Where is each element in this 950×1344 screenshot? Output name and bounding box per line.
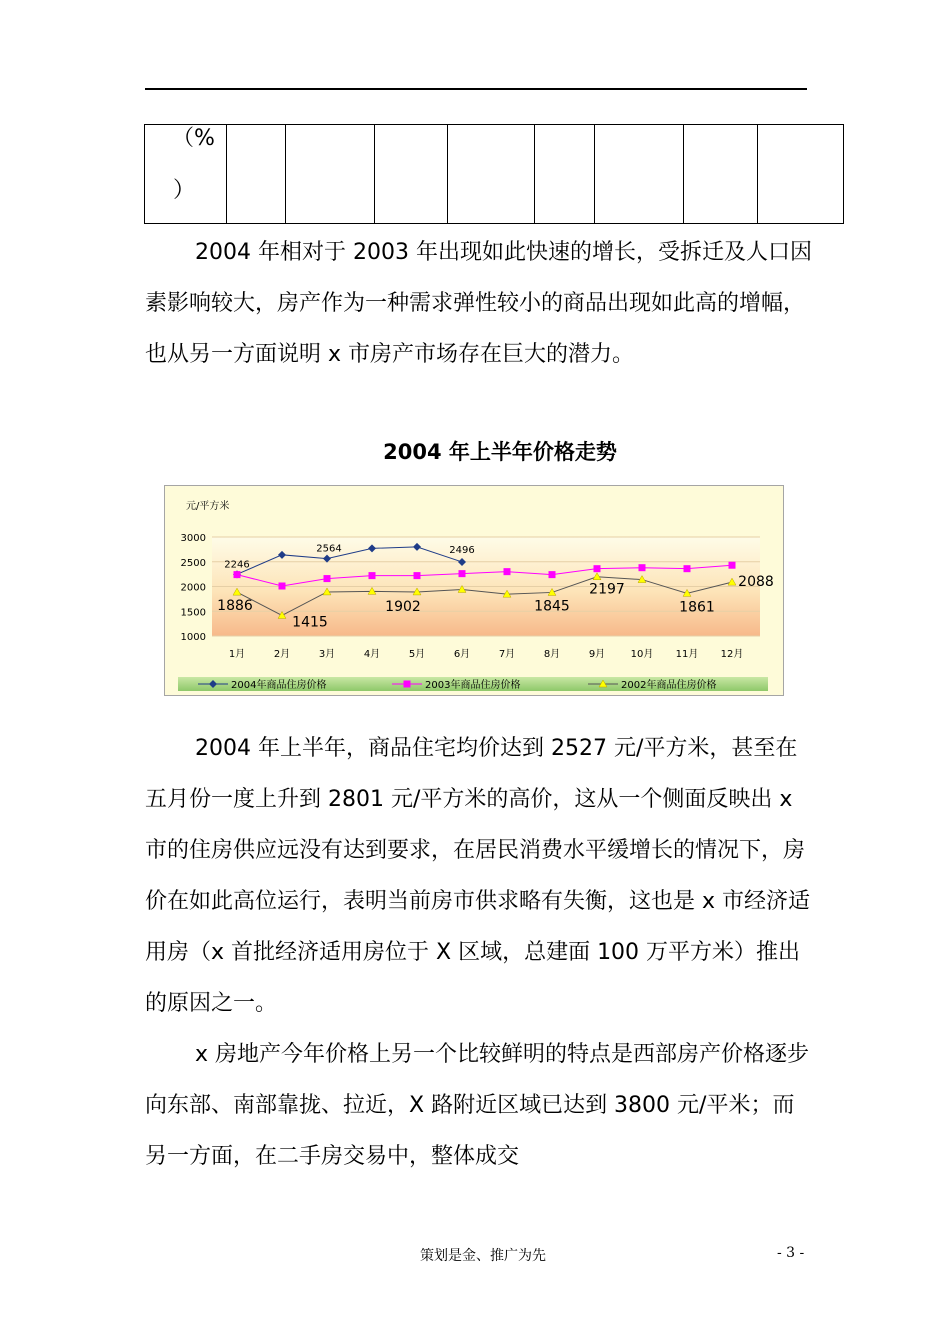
table-fragment bbox=[144, 124, 844, 224]
x-tick-label: 8月 bbox=[543, 649, 561, 660]
paragraph-growth: 2004 年相对于 2003 年出现如此快速的增长，受拆迁及人口因素影响较大，房产作为一种需求弹性较小的商品出现如此高的增幅，也从另一方面说明 x 市房产市场存在巨大的潜力。 bbox=[145, 240, 812, 367]
data-point bbox=[234, 571, 241, 578]
chart-title: 2004 年上半年价格走势 bbox=[383, 440, 617, 464]
data-point bbox=[594, 565, 601, 572]
paragraph-price: 2004 年上半年，商品住宅均价达到 2527 元/平方米，甚至在五月份一度上升到 2801 元/平方米的高价，这从一个侧面反映出 x 市的住房供应远没有达到要求，在居民消费水平缓增长的情况下，房价在如此高位运行，表明当前房市供求略有失衡，这也是 x 市经济适用房（x 首批经济适用房位于 X 区域，总建面 100 万平方米）推出的原因之一。 bbox=[145, 736, 811, 1016]
table-cell bbox=[375, 125, 448, 224]
x-tick-label: 4月 bbox=[363, 649, 381, 660]
x-tick-label: 10月 bbox=[630, 649, 654, 660]
data-point bbox=[324, 575, 331, 582]
data-label: 2246 bbox=[224, 559, 250, 571]
data-label: 1886 bbox=[217, 598, 253, 615]
data-label: 1902 bbox=[385, 598, 421, 615]
chart-svg bbox=[164, 485, 784, 696]
x-tick-label: 3月 bbox=[318, 649, 336, 660]
footer-slogan: 策划是金、推广为先 bbox=[420, 1248, 546, 1264]
legend-label: 2002年商品住房价格 bbox=[621, 680, 717, 691]
y-tick-label: 3000 bbox=[180, 533, 206, 544]
data-label: 2564 bbox=[316, 543, 342, 555]
table-cell bbox=[535, 125, 595, 224]
header-rule bbox=[145, 88, 807, 90]
x-tick-label: 6月 bbox=[453, 649, 471, 660]
y-tick-label: 2500 bbox=[180, 557, 206, 569]
unit-line-2: ） bbox=[173, 178, 196, 203]
data-label: 1415 bbox=[292, 614, 328, 631]
table-cell bbox=[286, 125, 375, 224]
data-point bbox=[684, 565, 691, 572]
data-label: 1861 bbox=[679, 599, 715, 616]
data-point bbox=[369, 572, 376, 579]
table-cell bbox=[595, 125, 684, 224]
legend-label: 2003年商品住房价格 bbox=[425, 680, 521, 691]
data-point bbox=[729, 562, 736, 569]
data-point bbox=[549, 571, 556, 578]
price-trend-chart bbox=[164, 485, 784, 696]
table-cell bbox=[227, 125, 286, 224]
legend-label: 2004年商品住房价格 bbox=[231, 680, 327, 691]
table-cell bbox=[448, 125, 535, 224]
y-tick-label: 1500 bbox=[180, 607, 206, 619]
data-point bbox=[414, 572, 421, 579]
x-tick-label: 1月 bbox=[228, 649, 246, 660]
data-label: 2197 bbox=[589, 581, 625, 598]
y-tick-label: 1000 bbox=[180, 632, 206, 643]
x-tick-label: 11月 bbox=[675, 649, 699, 660]
x-tick-label: 7月 bbox=[498, 649, 516, 660]
table-cell bbox=[684, 125, 758, 224]
table-cell-unit bbox=[145, 125, 227, 224]
data-point bbox=[504, 568, 511, 575]
data-label: 2088 bbox=[738, 574, 774, 591]
data-point bbox=[639, 564, 646, 571]
x-tick-label: 12月 bbox=[720, 649, 744, 660]
page-number: - 3 - bbox=[777, 1245, 805, 1261]
unit-line-1: （% bbox=[172, 126, 215, 151]
x-tick-label: 9月 bbox=[588, 649, 606, 660]
x-tick-label: 2月 bbox=[273, 649, 291, 660]
data-point bbox=[279, 583, 286, 590]
y-axis-label: 元/平方米 bbox=[186, 501, 230, 512]
y-tick-label: 2000 bbox=[180, 582, 206, 594]
data-point bbox=[459, 570, 466, 577]
paragraph-west: x 房地产今年价格上另一个比较鲜明的特点是西部房产价格逐步向东部、南部靠拢、拉近，X 路附近区域已达到 3800 元/平米；而另一方面，在二手房交易中，整体成交 bbox=[145, 1042, 810, 1169]
data-label: 2496 bbox=[449, 544, 475, 556]
legend-marker bbox=[404, 681, 411, 688]
data-label: 1845 bbox=[534, 598, 570, 615]
x-tick-label: 5月 bbox=[408, 649, 426, 660]
table-cell bbox=[758, 125, 844, 224]
